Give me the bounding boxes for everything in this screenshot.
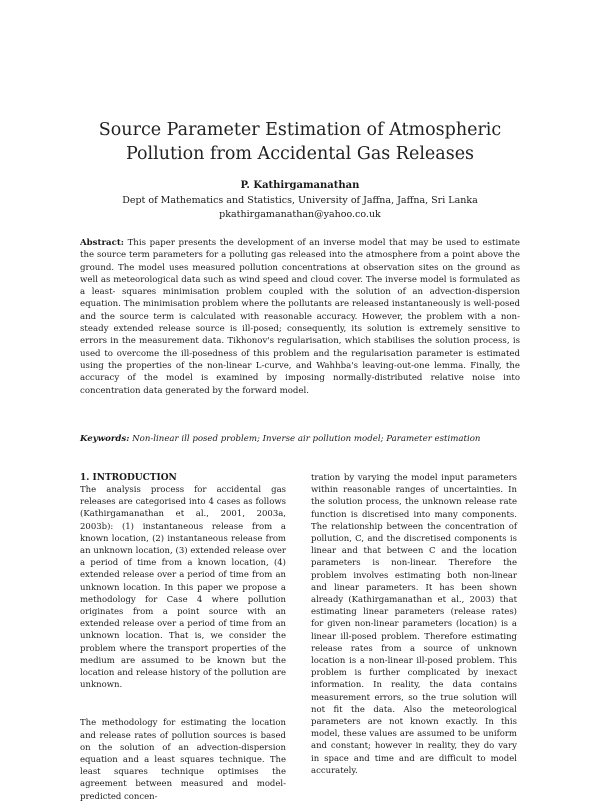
body-paragraph: The methodology for estimating the location and release rates of pollution sources is based on the solution of an advection-dispersion equation and a least squares technique. The least squares technique optimises the agreement between measured and model-predicted concen- bbox=[80, 718, 286, 802]
section-heading: 1. INTRODUCTION bbox=[80, 473, 177, 483]
author-email: pkathirgamanathan@yahoo.co.uk bbox=[219, 209, 381, 220]
paragraph-gap bbox=[80, 691, 286, 717]
body-right-column bbox=[311, 472, 517, 777]
keywords-label: Keywords: bbox=[80, 434, 130, 444]
abstract-label: Abstract: bbox=[80, 238, 124, 248]
keywords bbox=[80, 433, 520, 445]
keywords-text: Non-linear ill posed problem; Inverse air pollution model; Parameter estimation bbox=[132, 434, 481, 444]
body-left-column bbox=[80, 472, 286, 803]
body-paragraph: The analysis process for accidental gas releases are categorised into 4 cases as follows (Kathirgamanathan et al., 2001, 2003a, 2003b): (1) instantaneous release from a known location, (2) instantaneous release from an unknown location, (3) extended release over a period of time from a known location, (4) extended release over a period of time from an unknown location. In this paper we propose a methodology for Case 4 where pollution originates from a point source with an extended release over a period of time from an unknown location. That is, we consider the problem where the transport properties of the medium are assumed to be known but the location and release history of the pollution are unknown. bbox=[80, 485, 286, 691]
title-line-1: Source Parameter Estimation of Atmospheric bbox=[98, 120, 502, 140]
abstract bbox=[80, 237, 520, 397]
author-name: P. Kathirgamanathan bbox=[240, 180, 360, 191]
title-line-2: Pollution from Accidental Gas Releases bbox=[125, 144, 475, 164]
body-paragraph: tration by varying the model input parameters within reasonable ranges of uncertainties. In the solution process, the unknown release rate function is discretised into many components. The relationship between the concentration of pollution, C, and the discretised components is linear and that between C and the location parameters is non-linear. Therefore the problem involves estimating both non-linear and linear parameters. It has been shown already (Kathirgamanathan et al., 2003) that estimating linear parameters (release rates) for given non-linear parameters (location) is a linear ill-posed problem. Therefore estimating release rates from a source of unknown location is a non-linear ill-posed problem. This problem is further complicated by inexact information. In reality, the data contains measurement errors, so the true solution will not fit the data. Also the meteorological parameters are not known exactly. In this model, these values are assumed to be uniform and constant; however in reality, they do vary in space and time and are difficult to model accurately. bbox=[311, 473, 517, 776]
paper-title bbox=[60, 118, 540, 166]
abstract-text: This paper presents the development of an inverse model that may be used to estimate the source term parameters for a polluting gas released into the atmosphere from a point above the ground. The model uses measured pollution concentrations at observation sites on the ground as well as meteorological data such as wind speed and cloud cover. The inverse model is formulated as a least- squares minimisation problem coupled with the solution of an advection-dispersion equation. The minimisation problem where the pollutants are released instantaneously is well-posed and the source term is calculated with reasonable accuracy. However, the problem with a non-steady extended release source is ill-posed; consequently, its solution is extremely sensitive to errors in the measurement data. Tikhonov's regularisation, which stabilises the solution process, is used to overcome the ill-posedness of this problem and the regularisation parameter is estimated using the properties of the non-linear L-curve, and Wahhba's leaving-out-one lemma. Finally, the accuracy of the model is examined by imposing normally-distributed relative noise into concentration data generated by the forward model. bbox=[80, 238, 520, 396]
author-affiliation: Dept of Mathematics and Statistics, University of Jaffna, Jaffna, Sri Lanka bbox=[122, 195, 478, 206]
